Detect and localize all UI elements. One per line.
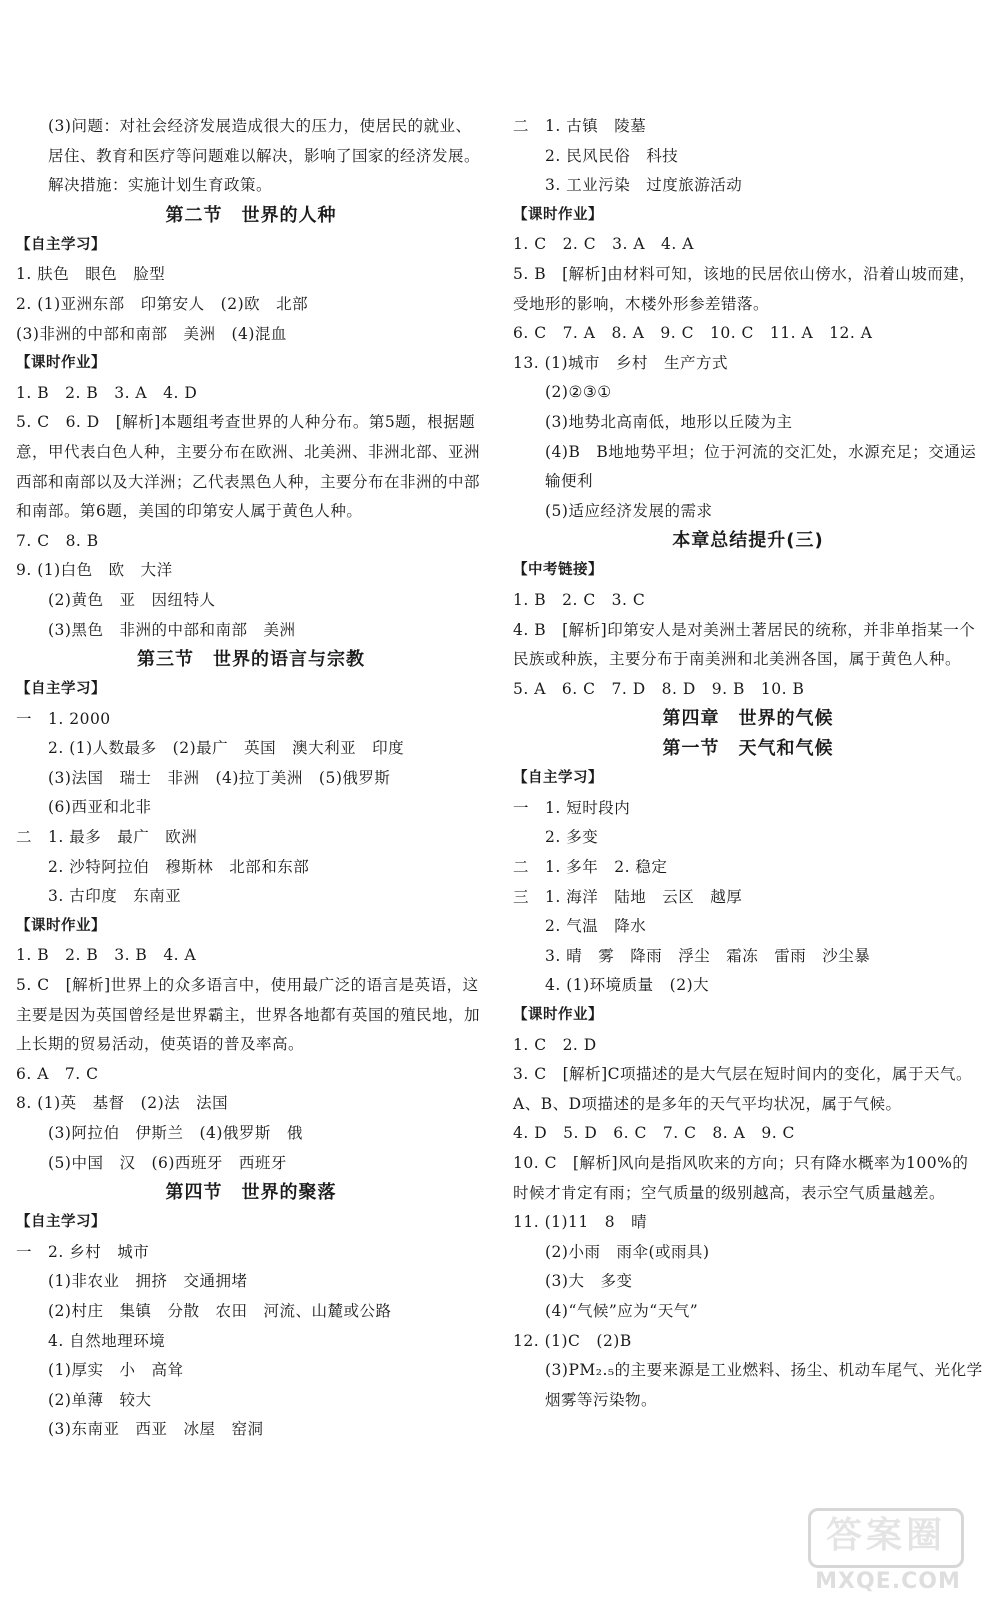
answer-line: 一 1. 短时段内 — [513, 798, 631, 817]
answer-line: 2. 气温 降水 — [545, 917, 647, 936]
answer-line: 10. C [解析]风向是指风吹来的方向；只有降水概率为100%的时候才肯定有雨；空气质量的级别越高，表示空气质量越差。 — [513, 1154, 969, 1202]
section-tag: 【课时作业】 — [513, 206, 603, 223]
answer-line: 1. B 2. B 3. B 4. A — [16, 946, 197, 965]
answer-line: 8. (1)英 基督 (2)法 法国 — [16, 1094, 229, 1113]
answer-line: 一 2. 乡村 城市 — [16, 1242, 150, 1261]
section-heading: 第三节 世界的语言与宗教 — [137, 649, 365, 671]
right-column — [513, 112, 983, 1415]
answer-line: (1)非农业 拥挤 交通拥堵 — [48, 1272, 248, 1291]
answer-line: 1. B 2. C 3. C — [513, 590, 646, 609]
answer-line: (3)PM₂.₅的主要来源是工业燃料、扬尘、机动车尾气、光化学烟雾等污染物。 — [545, 1361, 983, 1409]
answer-line: (2)②③① — [545, 383, 612, 402]
answer-line: (3)问题：对社会经济发展造成很大的压力，使居民的就业、居住、教育和医疗等问题难以解决，影响了国家的经济发展。解决措施：实施计划生育政策。 — [48, 117, 481, 195]
answer-line: (3)东南亚 西亚 冰屋 窑洞 — [48, 1420, 264, 1439]
section-tag: 【中考链接】 — [513, 562, 603, 579]
answer-line: 2. (1)亚洲东部 印第安人 (2)欧 北部 — [16, 294, 309, 313]
answer-line: 4. (1)环境质量 (2)大 — [545, 976, 710, 995]
answer-line: (4)B B地地势平坦；位于河流的交汇处，水源充足；交通运输便利 — [545, 442, 977, 491]
watermark-url: MXQE.COM — [815, 1569, 961, 1594]
answer-line: 13. (1)城市 乡村 生产方式 — [513, 353, 729, 372]
answer-line: 5. A 6. C 7. D 8. D 9. B 10. B — [513, 679, 805, 698]
section-heading: 本章总结提升(三) — [672, 530, 824, 552]
answer-line: 1. B 2. B 3. A 4. D — [16, 383, 198, 402]
answer-line: (2)小雨 雨伞(或雨具) — [545, 1242, 710, 1261]
answer-line: 4. 自然地理环境 — [48, 1331, 166, 1350]
section-tag: 【自主学习】 — [16, 681, 106, 698]
answer-line: 5. B [解析]由材料可知，该地的民居依山傍水，沿着山坡而建，受地形的影响，木楼外形参差错落。 — [513, 264, 976, 313]
answer-line: (3)非洲的中部和南部 美洲 (4)混血 — [16, 324, 287, 343]
answer-line: (2)单薄 较大 — [48, 1390, 152, 1409]
answer-line: 5. C 6. D [解析]本题组考查世界的人种分布。第5题，根据题意，甲代表白色人种，主要分布在欧洲、北美洲、非洲北部、亚洲西部和南部以及大洋洲；乙代表黑色人种，主要分布在非洲的中部和南部。第6题，美国的印第安人属于黄色人种。 — [16, 413, 481, 521]
answer-line: (3)地势北高南低，地形以丘陵为主 — [545, 412, 793, 431]
section-tag: 【自主学习】 — [513, 770, 603, 787]
answer-line: 一 1. 2000 — [16, 709, 111, 728]
answer-line: 3. 工业污染 过度旅游活动 — [545, 176, 743, 195]
answer-line: 2. 民风民俗 科技 — [545, 146, 679, 165]
answer-line: 3. C [解析]C项描述的是大气层在短时间内的变化，属于天气。A、B、D项描述的是多年的天气平均状况，属于气候。 — [513, 1065, 973, 1113]
answer-line: 4. D 5. D 6. C 7. C 8. A 9. C — [513, 1124, 795, 1143]
answer-line: 1. 肤色 眼色 脸型 — [16, 265, 166, 284]
section-tag: 【自主学习】 — [16, 1214, 106, 1231]
answer-line: 12. (1)C (2)B — [513, 1331, 632, 1350]
answer-line: 二 1. 最多 最广 欧洲 — [16, 828, 198, 847]
answer-line: 6. C 7. A 8. A 9. C 10. C 11. A 12. A — [513, 324, 873, 343]
answer-line: 6. A 7. C — [16, 1064, 99, 1083]
section-heading: 第一节 天气和气候 — [662, 738, 834, 760]
answer-line: (5)适应经济发展的需求 — [545, 501, 713, 520]
answer-line: (3)黑色 非洲的中部和南部 美洲 — [48, 620, 296, 639]
answer-line: 4. B [解析]印第安人是对美洲土著居民的统称，并非单指某一个民族或种族，主要分布于南美洲和北美洲各国，属于黄色人种。 — [513, 620, 976, 669]
answer-line: (3)法国 瑞士 非洲 (4)拉丁美洲 (5)俄罗斯 — [48, 768, 391, 787]
answer-line: 2. 多变 — [545, 828, 599, 847]
answer-line: (3)阿拉伯 伊斯兰 (4)俄罗斯 俄 — [48, 1124, 303, 1142]
answer-line: 2. 沙特阿拉伯 穆斯林 北部和东部 — [48, 857, 310, 876]
watermark-title: 答案圈 — [808, 1508, 964, 1568]
watermark-logo — [798, 1508, 978, 1594]
answer-line: (1)厚实 小 高耸 — [48, 1361, 184, 1380]
section-tag: 【课时作业】 — [16, 917, 106, 934]
section-heading: 第四章 世界的气候 — [662, 708, 834, 730]
answer-line: 3. 晴 雾 降雨 浮尘 霜冻 雷雨 沙尘暴 — [545, 946, 871, 965]
answer-line: 7. C 8. B — [16, 531, 99, 550]
answer-line: 三 1. 海洋 陆地 云区 越厚 — [513, 887, 743, 906]
section-tag: 【课时作业】 — [16, 355, 106, 372]
answer-line: 5. C [解析]世界上的众多语言中，使用最广泛的语言是英语，这主要是因为英国曾经是世界霸主，世界各地都有英国的殖民地，加上长期的贸易活动，使英语的普及率高。 — [16, 976, 481, 1054]
section-tag: 【课时作业】 — [513, 1007, 603, 1024]
answer-line: (2)村庄 集镇 分散 农田 河流、山麓或公路 — [48, 1301, 392, 1320]
section-tag: 【自主学习】 — [16, 236, 106, 253]
answer-line: 3. 古印度 东南亚 — [48, 887, 182, 906]
answer-line: 1. C 2. D — [513, 1035, 597, 1054]
answer-line: (3)大 多变 — [545, 1272, 633, 1291]
answer-line: 二 1. 多年 2. 稳定 — [513, 858, 668, 877]
answer-line: (6)西亚和北非 — [48, 798, 152, 817]
answer-line: 2. (1)人数最多 (2)最广 英国 澳大利亚 印度 — [48, 739, 405, 758]
answer-line: 1. C 2. C 3. A 4. A — [513, 235, 694, 254]
section-heading: 第二节 世界的人种 — [165, 204, 337, 226]
section-heading: 第四节 世界的聚落 — [165, 1182, 337, 1204]
answer-line: (2)黄色 亚 因纽特人 — [48, 590, 216, 609]
answer-line: (4)“气候”应为“天气” — [545, 1301, 699, 1320]
answer-line: 二 1. 古镇 陵墓 — [513, 117, 647, 135]
answer-line: (5)中国 汉 (6)西班牙 西班牙 — [48, 1153, 287, 1172]
answer-line: 9. (1)白色 欧 大洋 — [16, 561, 173, 580]
left-column — [16, 112, 486, 1445]
answer-line: 11. (1)11 8 晴 — [513, 1213, 648, 1232]
